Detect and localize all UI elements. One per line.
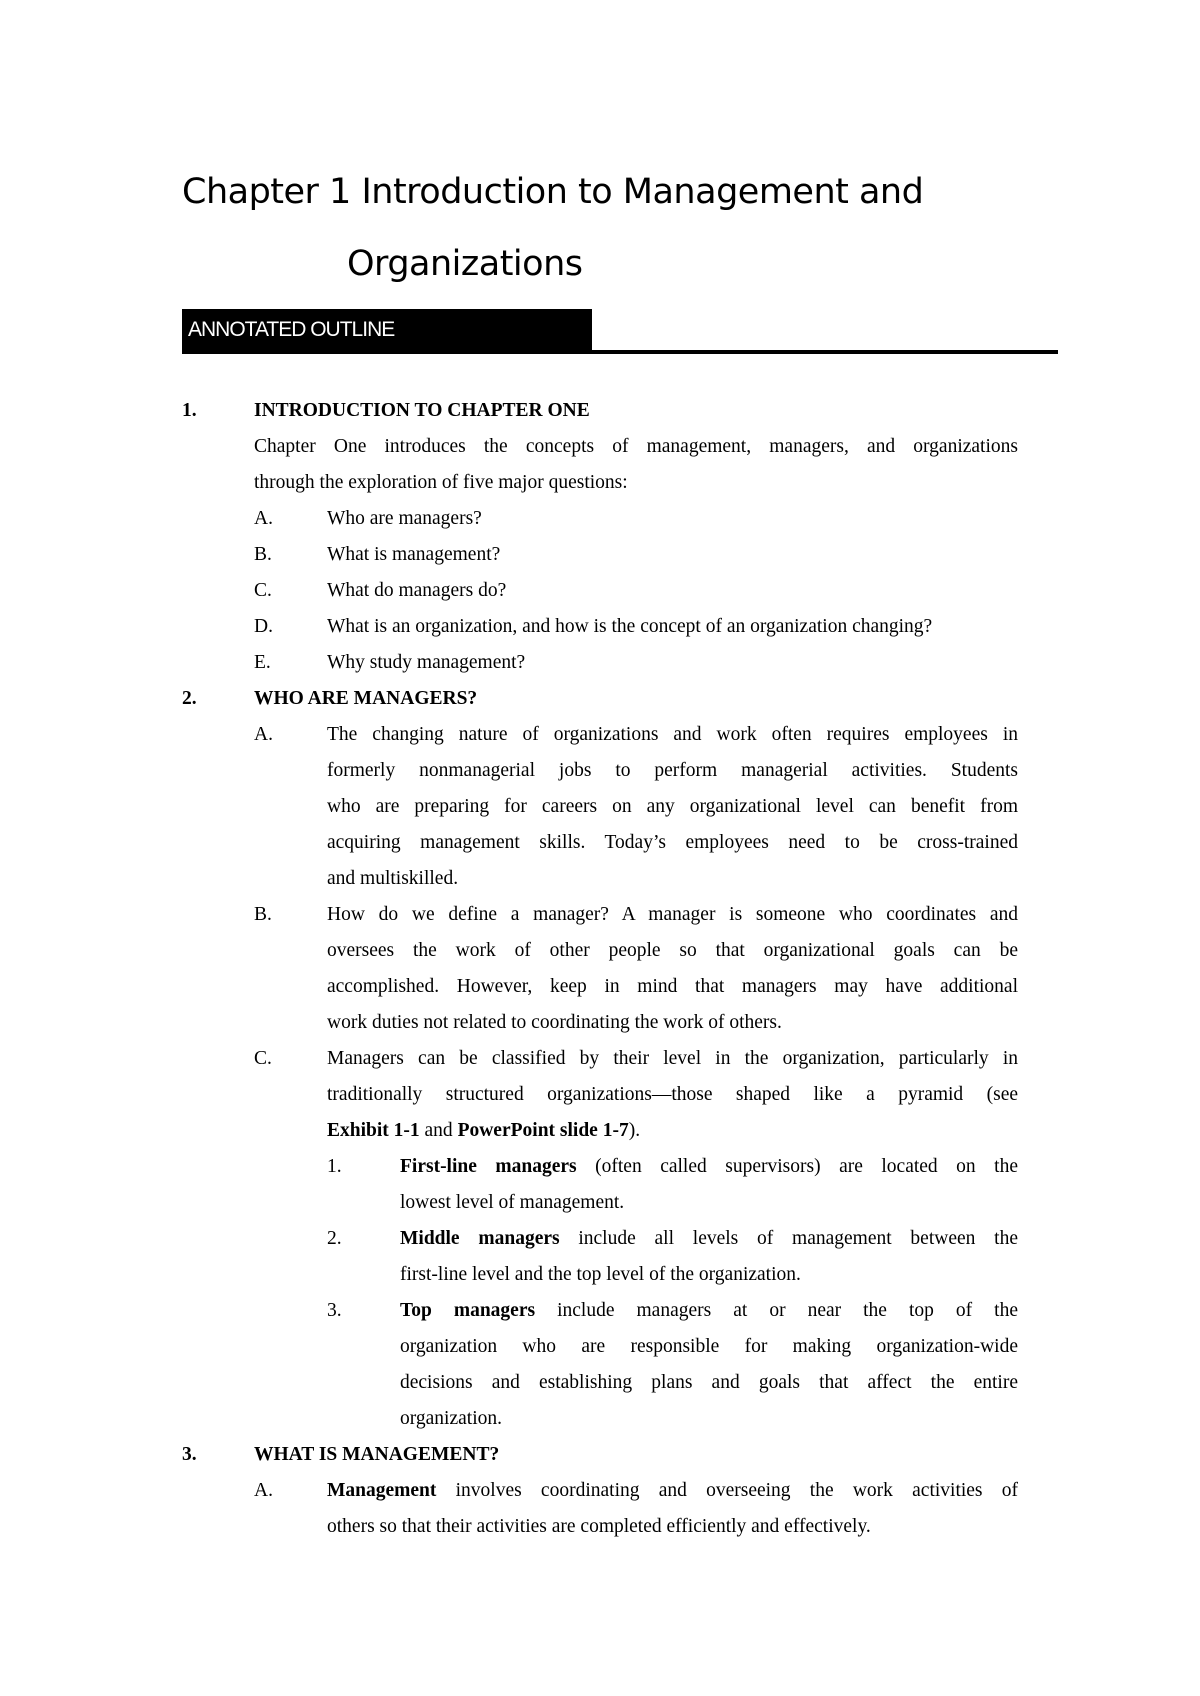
paragraph-line: lowest level of management.: [400, 1192, 625, 1213]
paragraph-line: Managers can be classified by their level in the organization, particularly in: [327, 1048, 1018, 1069]
sublist-first-line: [400, 1221, 1018, 1257]
sublist-number: 3.: [327, 1300, 342, 1321]
list-item-letter: A.: [254, 1480, 273, 1501]
list-item-letter: C.: [254, 580, 272, 601]
section-heading: INTRODUCTION TO CHAPTER ONE: [254, 400, 590, 421]
list-item-letter: E.: [254, 652, 271, 673]
paragraph-line: first-line level and the top level of the organization.: [400, 1264, 801, 1285]
exhibit-reference-line: [327, 1113, 640, 1149]
sublist-number: 1.: [327, 1156, 342, 1177]
sublist-number: 2.: [327, 1228, 342, 1249]
paragraph-line: decisions and establishing plans and goals that affect the entire: [400, 1372, 1018, 1393]
chapter-title-line-1: Chapter 1 Introduction to Management and: [182, 172, 924, 212]
list-item-letter: B.: [254, 904, 272, 925]
exhibit-reference: Exhibit 1-1: [327, 1120, 420, 1141]
banner-rule-divider: [182, 350, 1058, 354]
sublist-first-line: [400, 1293, 1018, 1329]
paragraph-line: others so that their activities are completed efficiently and effectively.: [327, 1516, 871, 1537]
paragraph-line: and multiskilled.: [327, 868, 459, 889]
list-item-text: What is management?: [327, 544, 501, 565]
key-term: Management: [327, 1480, 437, 1501]
section-heading: WHAT IS MANAGEMENT?: [254, 1444, 500, 1465]
list-item-letter: C.: [254, 1048, 272, 1069]
paragraph-line: formerly nonmanagerial jobs to perform managerial activities. Students: [327, 760, 1018, 781]
paragraph-line: acquiring management skills. Today’s employees need to be cross-trained: [327, 832, 1018, 853]
sublist-first-line: [400, 1149, 1018, 1185]
paragraph-line: who are preparing for careers on any organizational level can benefit from: [327, 796, 1018, 817]
powerpoint-slide-reference: PowerPoint slide 1-7: [457, 1120, 629, 1141]
paragraph-line: organization.: [400, 1408, 502, 1429]
list-item-text: Who are managers?: [327, 508, 482, 529]
paragraph-line: How do we define a manager? A manager is someone who coordinates and: [327, 904, 1018, 925]
paragraph-line: organization who are responsible for making organization-wide: [400, 1336, 1018, 1357]
list-item-letter: A.: [254, 724, 273, 745]
paragraph-line: The changing nature of organizations and work often requires employees in: [327, 724, 1018, 745]
key-term: Middle managers: [400, 1228, 560, 1249]
term-definition: include all levels of management between the: [559, 1228, 1018, 1249]
list-item-text: What do managers do?: [327, 580, 507, 601]
list-item-letter: A.: [254, 508, 273, 529]
paragraph-line: Chapter One introduces the concepts of management, managers, and organizations: [254, 436, 1018, 457]
reference-close: ).: [628, 1120, 641, 1141]
paragraph-line: oversees the work of other people so that organizational goals can be: [327, 940, 1018, 961]
section-heading: WHO ARE MANAGERS?: [254, 688, 478, 709]
list-item-text: Why study management?: [327, 652, 526, 673]
annotated-outline-banner: ANNOTATED OUTLINE: [182, 309, 592, 350]
term-definition: (often called supervisors) are located on the: [576, 1156, 1018, 1177]
paragraph-line: work duties not related to coordinating the work of others.: [327, 1012, 782, 1033]
list-item-letter: B.: [254, 544, 272, 565]
paragraph-line: accomplished. However, keep in mind that managers may have additional: [327, 976, 1018, 997]
reference-conjunction: and: [419, 1120, 458, 1141]
list-item-text: What is an organization, and how is the concept of an organization changing?: [327, 616, 933, 637]
section-number: 2.: [182, 688, 197, 709]
paragraph-line: traditionally structured organizations—those shaped like a pyramid (see: [327, 1084, 1018, 1105]
paragraph-line: through the exploration of five major questions:: [254, 472, 628, 493]
term-definition: include managers at or near the top of the: [535, 1300, 1018, 1321]
key-term: First-line managers: [400, 1156, 577, 1177]
list-item-letter: D.: [254, 616, 273, 637]
chapter-title-line-2: Organizations: [347, 244, 583, 284]
section-number: 3.: [182, 1444, 197, 1465]
paragraph-first-line: [327, 1473, 1018, 1509]
term-definition: involves coordinating and overseeing the work activities of: [436, 1480, 1018, 1501]
key-term: Top managers: [400, 1300, 536, 1321]
section-number: 1.: [182, 400, 197, 421]
